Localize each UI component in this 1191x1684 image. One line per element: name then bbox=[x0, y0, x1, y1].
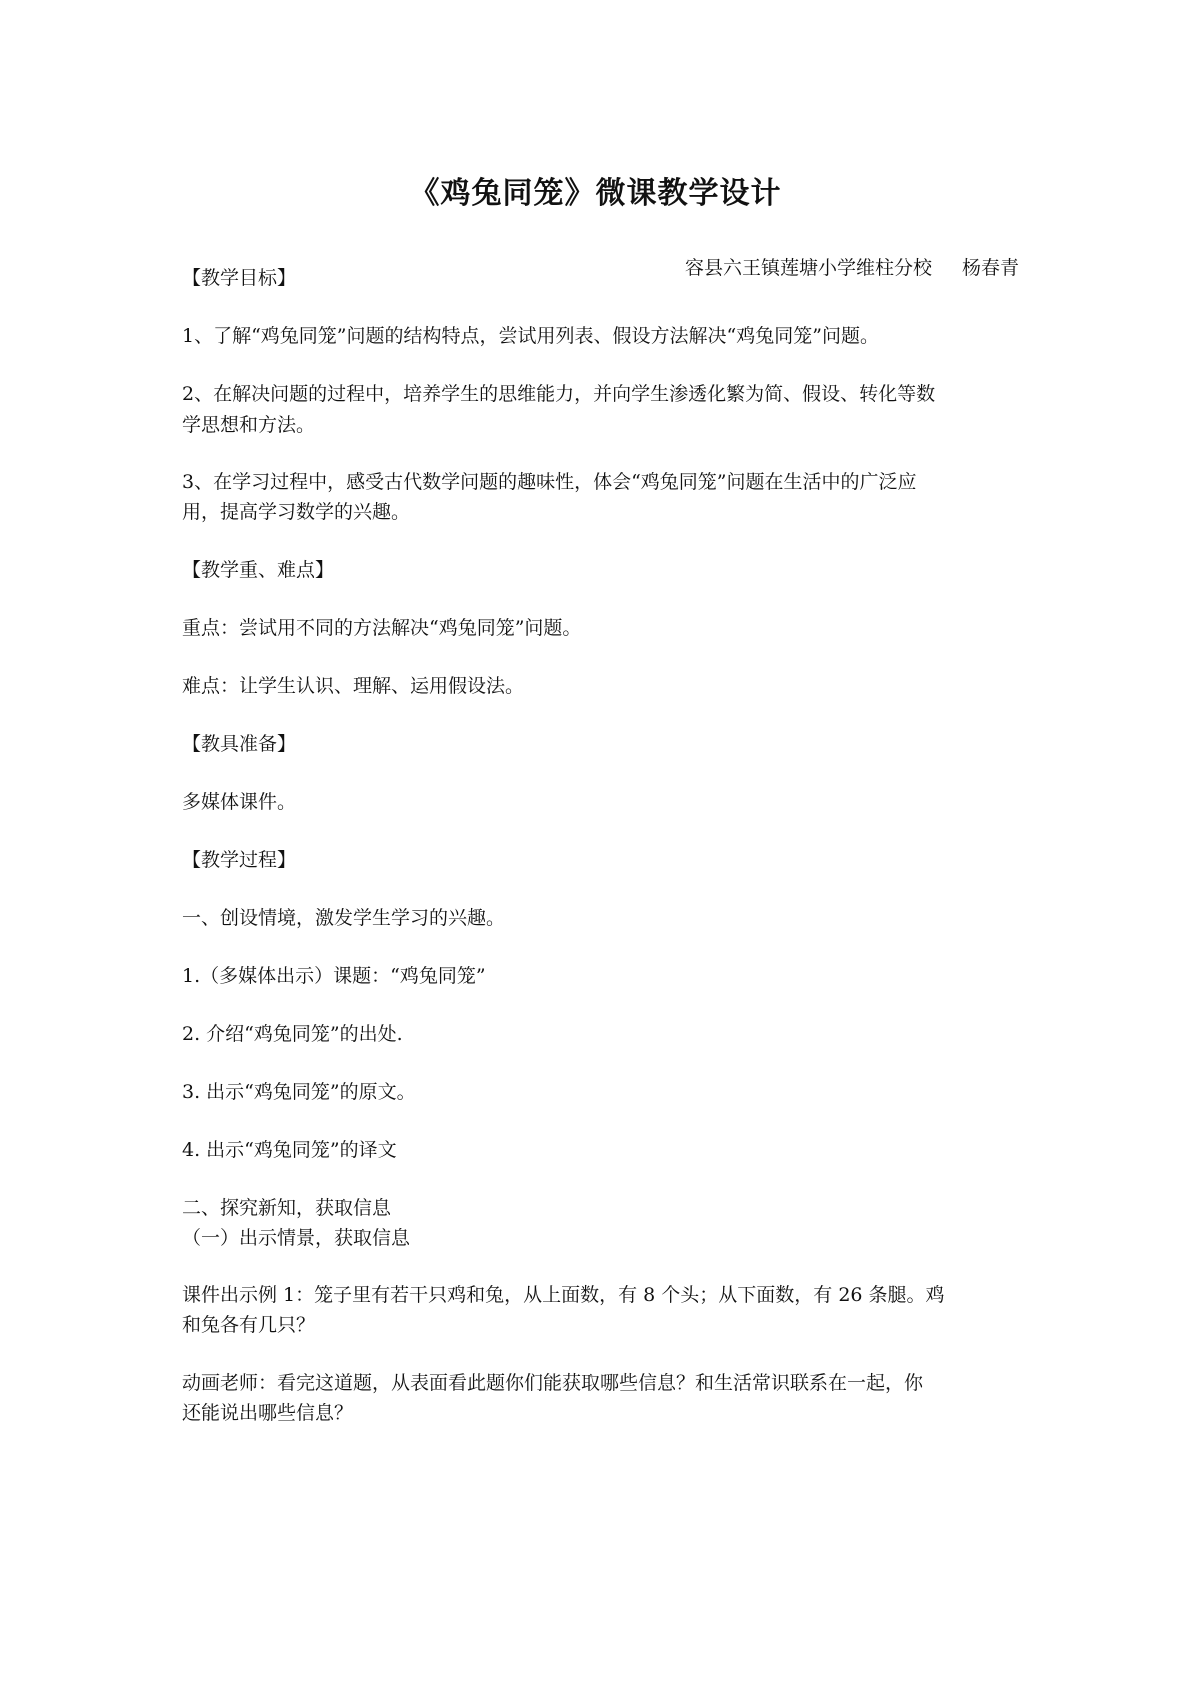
difficult-point: 难点：让学生认识、理解、运用假设法。 bbox=[182, 675, 525, 697]
author-name: 杨春青 bbox=[961, 257, 1019, 279]
objective-2-line-2: 学思想和方法。 bbox=[182, 414, 316, 436]
section-heading-materials: 【教具准备】 bbox=[182, 733, 297, 755]
section-heading-key-points: 【教学重、难点】 bbox=[182, 559, 335, 581]
objective-1: 1、了解“鸡兔同笼”问题的结构特点，尝试用列表、假设方法解决“鸡兔同笼”问题。 bbox=[182, 325, 879, 347]
objective-3-line-1: 3、在学习过程中，感受古代数学问题的趣味性，体会“鸡兔同笼”问题在生活中的广泛应 bbox=[182, 471, 917, 493]
process-item-4: 4. 出示“鸡兔同笼”的译文 bbox=[182, 1139, 397, 1161]
section-heading-process: 【教学过程】 bbox=[182, 849, 297, 871]
key-point: 重点：尝试用不同的方法解决“鸡兔同笼”问题。 bbox=[182, 617, 582, 639]
author-school: 容县六王镇莲塘小学维柱分校 bbox=[684, 257, 932, 279]
process-step-2-heading: 二、探究新知，获取信息 bbox=[182, 1197, 392, 1219]
section-heading-objectives: 【教学目标】 bbox=[182, 267, 297, 289]
example-1-line-2: 和兔各有几只？ bbox=[182, 1314, 316, 1336]
example-1-line-1: 课件出示例 1：笼子里有若干只鸡和兔，从上面数，有 8 个头；从下面数，有 26 条腿。鸡 bbox=[182, 1284, 945, 1306]
materials-text: 多媒体课件。 bbox=[182, 791, 297, 813]
document-title: 《鸡兔同笼》微课教学设计 bbox=[409, 176, 782, 211]
process-substep-1: （一）出示情景，获取信息 bbox=[182, 1227, 411, 1249]
teacher-prompt-line-2: 还能说出哪些信息？ bbox=[182, 1402, 354, 1424]
process-item-3: 3. 出示“鸡兔同笼”的原文。 bbox=[182, 1081, 416, 1103]
objective-3-line-2: 用，提高学习数学的兴趣。 bbox=[182, 501, 411, 523]
objective-2-line-1: 2、在解决问题的过程中，培养学生的思维能力，并向学生渗透化繁为简、假设、转化等数 bbox=[182, 383, 936, 405]
process-step-1-heading: 一、创设情境，激发学生学习的兴趣。 bbox=[182, 907, 506, 929]
process-item-2: 2. 介绍“鸡兔同笼”的出处. bbox=[182, 1023, 403, 1045]
process-item-1: 1.（多媒体出示）课题：“鸡兔同笼” bbox=[182, 965, 486, 987]
teacher-prompt-line-1: 动画老师：看完这道题，从表面看此题你们能获取哪些信息？和生活常识联系在一起，你 bbox=[182, 1372, 924, 1394]
